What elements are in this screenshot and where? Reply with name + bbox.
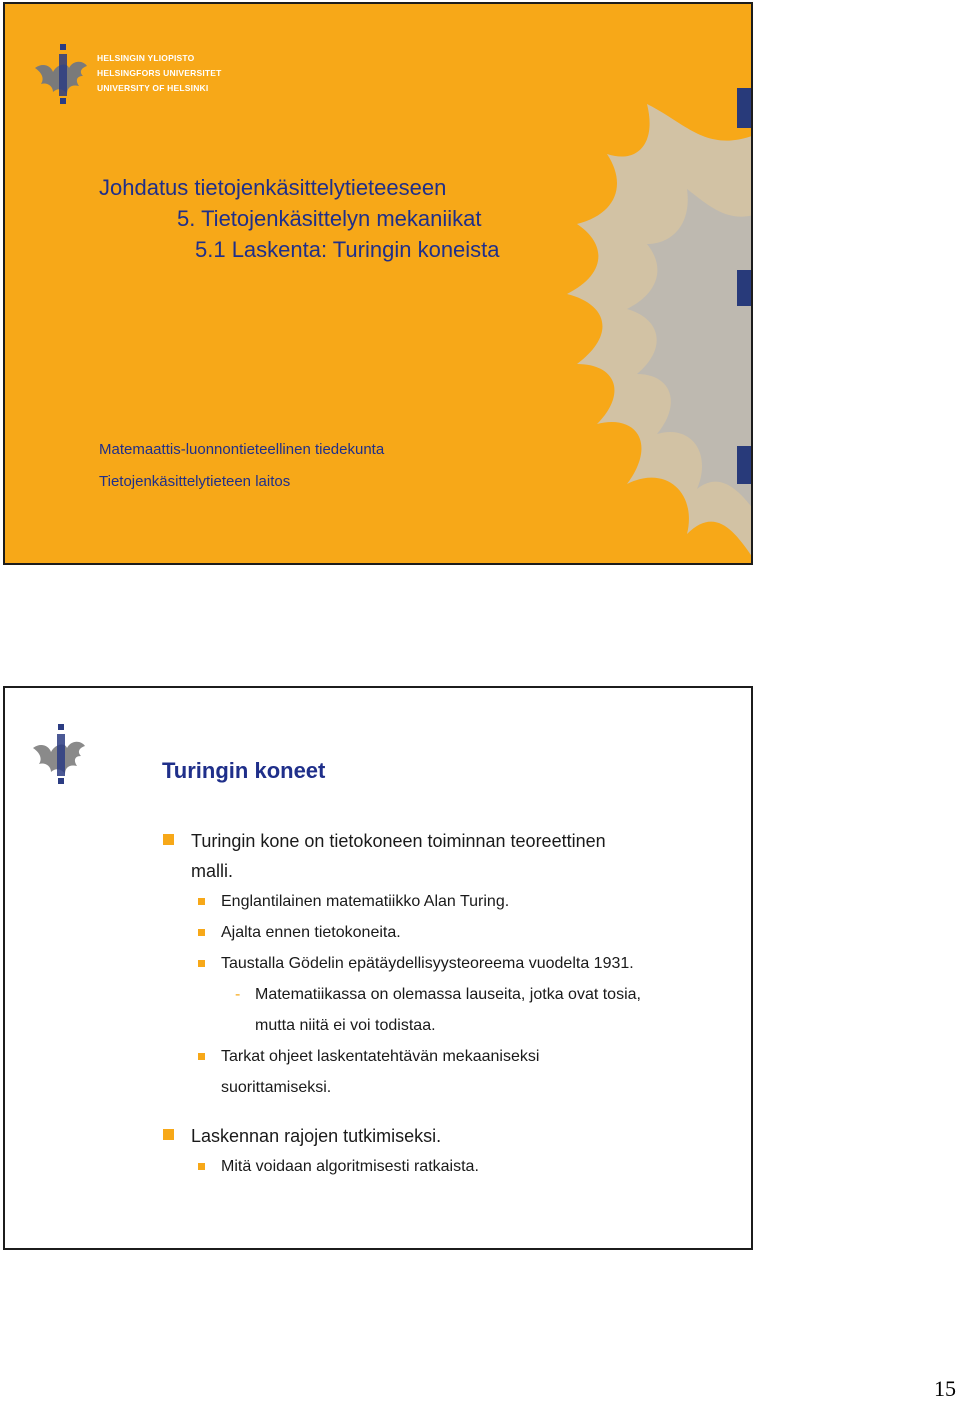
bullet-text: Taustalla Gödelin epätäydellisyysteoreema vuodelta 1931.	[221, 955, 634, 972]
bullet-text: Matematiikassa on olemassa lauseita, jotka ovat tosia,	[255, 986, 641, 1003]
university-name-sv: HELSINGFORS UNIVERSITET	[97, 68, 222, 78]
bullet-text: Laskennan rajojen tutkimiseksi.	[191, 1126, 442, 1146]
list-item	[163, 917, 723, 948]
bullet-text: malli.	[191, 861, 234, 881]
university-logo	[33, 42, 223, 106]
university-name	[97, 51, 222, 96]
title-line-1: Johdatus tietojenkäsittelytieteeseen	[99, 175, 447, 200]
list-item	[163, 1121, 723, 1151]
content-slide	[3, 686, 753, 1250]
list-item	[163, 1151, 723, 1182]
bullet-text: Mitä voidaan algoritmisesti ratkaista.	[221, 1158, 479, 1175]
bullet-square-icon	[198, 929, 205, 936]
slide-title: Turingin koneet	[162, 758, 326, 783]
bullet-text: Turingin kone on tietokoneen toiminnan teoreettinen	[191, 831, 606, 851]
list-item	[163, 948, 723, 979]
bullet-square-icon	[198, 1053, 205, 1060]
list-item	[163, 1041, 723, 1103]
slide-subtitle	[99, 434, 384, 498]
bullet-text: Tarkat ohjeet laskentatehtävän mekaaniseksi	[221, 1048, 540, 1065]
slide-title	[99, 172, 659, 265]
faculty-name: Matemaattis-luonnontieteellinen tiedekunta	[99, 441, 385, 458]
bullet-list	[163, 826, 723, 1182]
bullet-square-icon	[198, 898, 205, 905]
accent-tab-1	[737, 88, 751, 128]
list-item	[163, 826, 723, 886]
bullet-square-icon	[163, 1129, 174, 1140]
list-item	[163, 979, 723, 1041]
dash-bullet: -	[235, 986, 241, 1003]
title-line-3: 5.1 Laskenta: Turingin koneista	[195, 237, 500, 262]
accent-tab-2	[737, 270, 751, 306]
department-name: Tietojenkäsittelytieteen laitos	[99, 473, 291, 490]
list-item	[163, 886, 723, 917]
university-name-fi: HELSINGIN YLIOPISTO	[97, 53, 195, 63]
flame-graphic	[457, 94, 753, 564]
bullet-square-icon	[198, 1163, 205, 1170]
bullet-text: suorittamiseksi.	[221, 1079, 332, 1096]
accent-tab-3	[737, 446, 751, 484]
bullet-text: Englantilainen matematiikko Alan Turing.	[221, 893, 510, 910]
flame-logo-icon	[33, 42, 95, 106]
bullet-square-icon	[163, 834, 174, 845]
bullet-square-icon	[198, 960, 205, 967]
flame-logo-icon	[31, 722, 93, 786]
title-line-2: 5. Tietojenkäsittelyn mekaniikat	[177, 206, 482, 231]
page-number: 15	[934, 1376, 956, 1401]
bullet-text: mutta niitä ei voi todistaa.	[255, 1017, 436, 1034]
university-name-en: UNIVERSITY OF HELSINKI	[97, 83, 209, 93]
title-slide	[3, 2, 753, 565]
bullet-text: Ajalta ennen tietokoneita.	[221, 924, 401, 941]
